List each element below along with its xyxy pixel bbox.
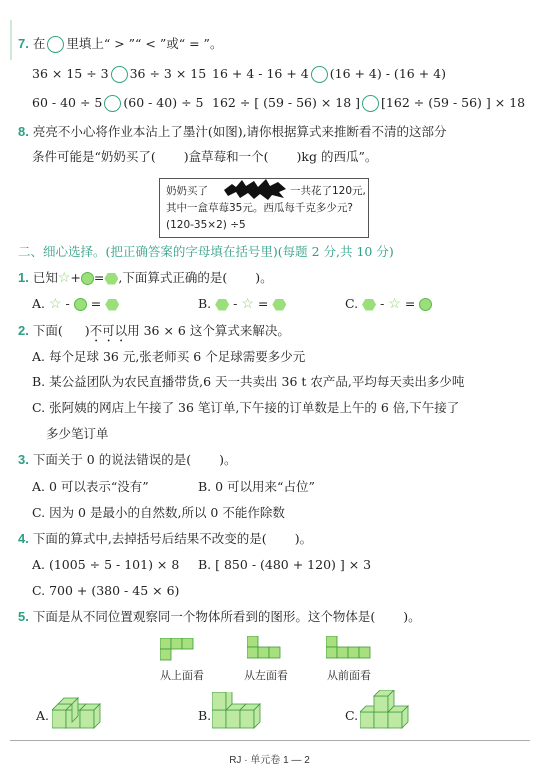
expr: 60 - 40 ÷ 5 xyxy=(32,95,103,110)
q1-text: 已知 xyxy=(32,270,58,285)
q4-text: )。 xyxy=(294,531,313,546)
q4-option-c[interactable]: C. 700 + (380 - 45 × 6) xyxy=(32,583,180,598)
q1-option-c[interactable] xyxy=(345,296,432,312)
star-icon: ☆ xyxy=(241,296,254,312)
question-3-prompt xyxy=(18,452,237,468)
q3-option-b[interactable]: B. 0 可以用来“占位” xyxy=(198,479,315,494)
emphasis-text: 不可以 xyxy=(89,323,128,338)
option-label: A. xyxy=(32,296,46,311)
q8-text: 条件可能是“奶奶买了( xyxy=(32,149,156,164)
view-front-label: 从前面看 xyxy=(327,669,371,682)
q1-text: )。 xyxy=(255,270,273,285)
note-line-1b xyxy=(290,183,366,199)
operator: - xyxy=(65,296,70,311)
q2-option-c-line1[interactable]: C. 张阿姨的网店上午接了 36 笔订单,下午接的订单数是上午的 6 倍,下午接了 xyxy=(32,400,460,415)
q2-text: 用 36 × 6 这个算式来解决。 xyxy=(127,323,290,338)
top-view-figure xyxy=(160,638,208,664)
q3-text: )。 xyxy=(219,452,237,467)
q2-option-b[interactable]: B. 某公益团队为农民直播带货,6 天一共卖出 36 t 农产品,平均每天卖出多少吨 xyxy=(32,374,465,389)
q3-option-a[interactable]: A. 0 可以表示“没有” xyxy=(32,479,149,494)
expr: (60 - 40) ÷ 5 xyxy=(123,95,204,110)
option-label: C. xyxy=(345,296,359,311)
star-icon: ☆ xyxy=(388,296,401,312)
expr: 16 + 4 - 16 + 4 xyxy=(212,66,309,81)
note-text: 一共花了120元, xyxy=(290,185,366,197)
circle-shape-icon xyxy=(419,298,432,311)
q5-text: 下面是从不同位置观察同一个物体所看到的图形。这个物体是( xyxy=(32,609,376,624)
operator: - xyxy=(380,296,385,311)
hexagon-shape-icon xyxy=(104,273,118,285)
q4-option-a[interactable]: A. (1005 ÷ 5 - 101) × 8 xyxy=(32,557,180,572)
q8-text: )盒草莓和一个( xyxy=(183,149,269,164)
question-5-prompt xyxy=(18,609,421,625)
q1-text: + xyxy=(70,270,81,285)
front-view-figure xyxy=(326,636,376,664)
hexagon-shape-icon xyxy=(105,299,119,311)
q3-text: 下面关于 0 的说法错误的是( xyxy=(32,452,192,467)
note-text: 奶奶买了 xyxy=(166,185,208,197)
q1-text: = xyxy=(93,270,105,285)
q2-option-c-line2: 多少笔订单 xyxy=(46,426,109,441)
circle-shape-icon xyxy=(81,272,94,285)
expr: (16 + 4) - (16 + 4) xyxy=(329,66,446,81)
left-view-figure xyxy=(247,636,287,664)
q8-text: )kg 的西瓜”。 xyxy=(296,149,378,164)
option-a-cube-figure[interactable] xyxy=(52,694,112,730)
expr: 162 ÷ [ (59 - 56) × 18 ] xyxy=(212,95,361,110)
expr: 36 ÷ 3 × 15 xyxy=(129,66,207,81)
blank-circle[interactable] xyxy=(47,36,64,53)
q7-text-b: 里填上“ > ”“ < ”或“ = ”。 xyxy=(66,36,223,51)
q4-text: 下面的算式中,去掉括号后结果不改变的是( xyxy=(32,531,267,546)
question-number: 4. xyxy=(18,531,29,546)
q5-text: )。 xyxy=(403,609,421,624)
star-icon: ☆ xyxy=(57,270,71,286)
blank-circle[interactable] xyxy=(104,95,121,112)
page-footer: RJ · 单元卷 1 — 2 xyxy=(229,755,310,766)
view-left-label: 从左面看 xyxy=(244,669,288,682)
q1-text: ,下面算式正确的是( xyxy=(118,270,228,285)
q7-row2-right xyxy=(212,95,525,112)
q5-option-b-label[interactable]: B. xyxy=(198,708,212,723)
operator: = xyxy=(257,296,269,311)
q7-row1-left xyxy=(32,66,206,83)
option-b-cube-figure[interactable] xyxy=(212,692,274,730)
q1-option-b[interactable] xyxy=(198,296,286,312)
blank-circle[interactable] xyxy=(311,66,328,83)
option-c-cube-figure[interactable] xyxy=(360,690,416,730)
hexagon-shape-icon xyxy=(215,299,229,311)
question-number: 2. xyxy=(18,323,29,338)
question-number: 3. xyxy=(18,452,29,467)
section-2-title: 二、细心选择。(把正确答案的字母填在括号里)(每题 2 分,共 10 分) xyxy=(18,244,394,259)
hexagon-shape-icon xyxy=(272,299,286,311)
q2-text: 下面( xyxy=(32,323,63,338)
ink-blot-icon xyxy=(224,178,286,200)
expr: 36 × 15 ÷ 3 xyxy=(32,66,109,81)
footer-divider xyxy=(10,740,530,741)
operator: = xyxy=(90,296,102,311)
q2-text: ) xyxy=(84,323,90,338)
margin-accent-bar xyxy=(10,20,12,60)
operator: = xyxy=(404,296,416,311)
option-label: B. xyxy=(198,296,212,311)
circle-shape-icon xyxy=(74,298,87,311)
blank-circle[interactable] xyxy=(362,95,379,112)
question-7-prompt xyxy=(18,36,222,53)
star-icon: ☆ xyxy=(49,296,62,312)
q7-text-a: 在 xyxy=(32,36,46,51)
expr: [162 ÷ (59 - 56) ] × 18 xyxy=(381,95,526,110)
q8-text: 亮亮不小心将作业本沾上了墨汁(如图),请你根据算式来推断看不清的这部分 xyxy=(32,124,447,139)
question-8-line2 xyxy=(32,149,377,165)
q1-option-a[interactable] xyxy=(32,296,119,312)
question-number: 1. xyxy=(18,270,29,285)
q3-option-c[interactable]: C. 因为 0 是最小的自然数,所以 0 不能作除数 xyxy=(32,505,285,520)
question-number: 8. xyxy=(18,124,29,139)
q7-row2-left xyxy=(32,95,203,112)
question-4-prompt xyxy=(18,531,312,547)
view-top-label: 从上面看 xyxy=(160,669,204,682)
question-2-prompt xyxy=(18,323,290,345)
operator: - xyxy=(233,296,238,311)
blank-circle[interactable] xyxy=(111,66,128,83)
question-number: 5. xyxy=(18,609,29,624)
q5-option-a-label[interactable]: A. xyxy=(36,708,50,723)
note-line-2: 其中一盒草莓35元。西瓜每千克多少元? xyxy=(166,202,353,214)
note-line-3: (120-35×2) ÷5 xyxy=(166,219,246,231)
question-number: 7. xyxy=(18,36,29,51)
q5-option-c-label[interactable]: C. xyxy=(345,708,359,723)
q7-row1-right xyxy=(212,66,446,83)
question-8-line1 xyxy=(18,124,447,140)
q2-option-a[interactable]: A. 每个足球 36 元,张老师买 6 个足球需要多少元 xyxy=(32,349,306,364)
hexagon-shape-icon xyxy=(362,299,376,311)
note-line-1 xyxy=(166,183,208,199)
q4-option-b[interactable]: B. [ 850 - (480 + 120) ] × 3 xyxy=(198,557,372,572)
question-1-prompt xyxy=(18,270,273,286)
